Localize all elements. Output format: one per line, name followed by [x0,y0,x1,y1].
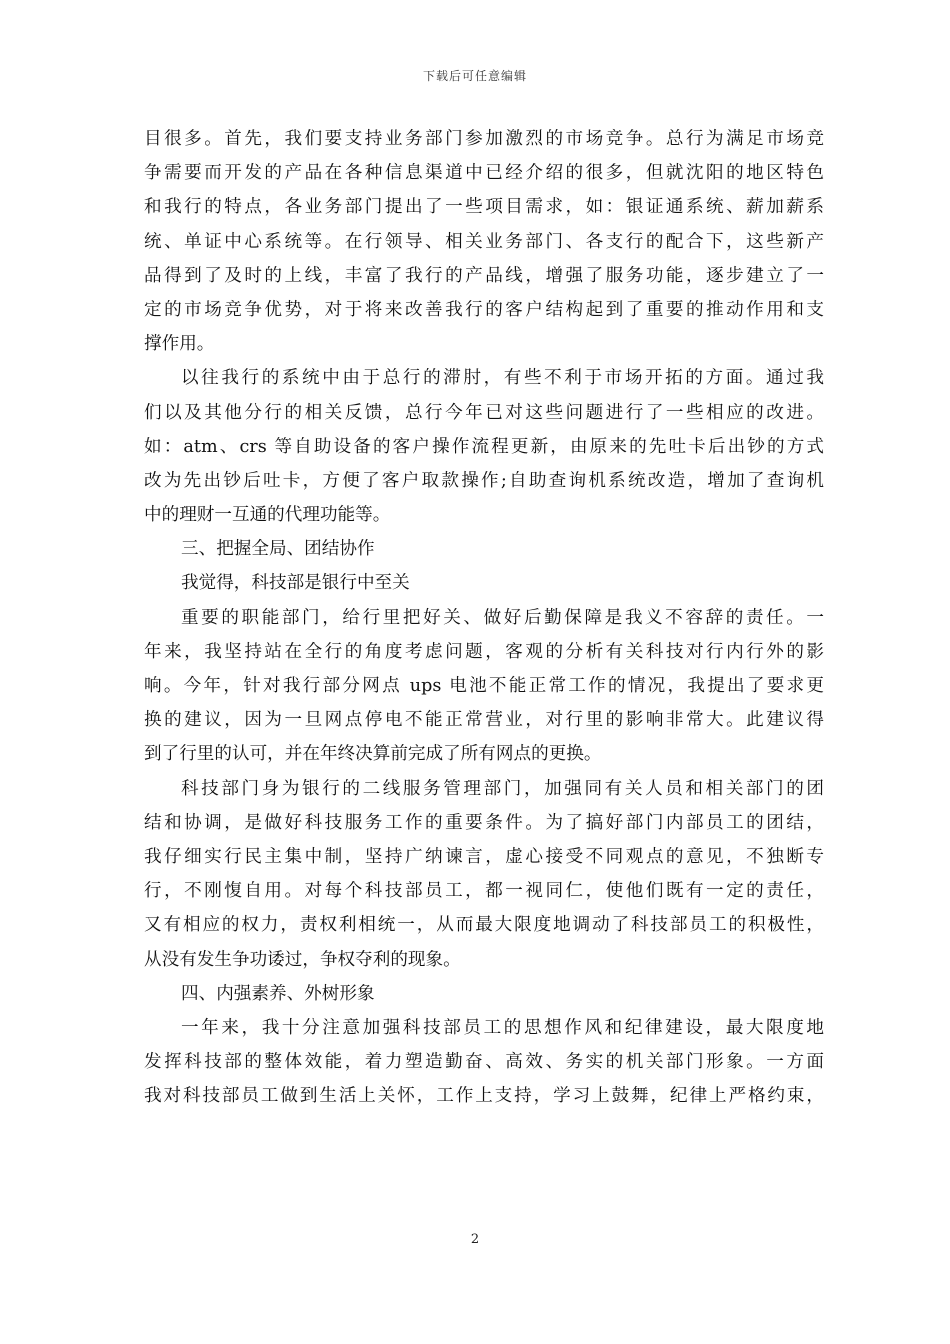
body-line: 行，不刚愎自用。对每个科技部员工，都一视同仁，使他们既有一定的责任， [144,881,824,902]
body-line: 一年来，我十分注意加强科技部员工的思想作风和纪律建设，最大限度地 [181,1017,824,1038]
body-line: 改为先出钞后吐卡，方便了客户取款操作;自助查询机系统改造，增加了查询机 [144,470,824,491]
page-number: 2 [470,1232,480,1247]
body-line: 响。今年，针对我行部分网点 ups 电池不能正常工作的情况，我提出了要求更 [144,676,824,696]
body-line: 们以及其他分行的相关反馈，总行今年已对这些问题进行了一些相应的改进。 [144,402,824,423]
section-heading: 四、内强素养、外树形象 [181,983,375,1004]
body-line: 撑作用。 [144,334,215,355]
document-body [144,122,824,1113]
body-line: 发挥科技部的整体效能，着力塑造勤奋、高效、务实的机关部门形象。一方面 [144,1052,824,1073]
body-line: 科技部门身为银行的二线服务管理部门，加强同有关人员和相关部门的团 [181,778,824,799]
body-line: 争需要而开发的产品在各种信息渠道中已经介绍的很多，但就沈阳的地区特色 [144,163,824,184]
body-line: 又有相应的权力，责权利相统一，从而最大限度地调动了科技部员工的积极性， [144,915,824,936]
page-header: 下载后可任意编辑 [422,69,527,83]
body-line: 重要的职能部门，给行里把好关、做好后勤保障是我义不容辞的责任。一 [181,607,824,628]
body-line: 中的理财一互通的代理功能等。 [144,505,391,526]
body-line: 目很多。首先，我们要支持业务部门参加激烈的市场竞争。总行为满足市场竞 [144,129,824,149]
body-line: 结和协调，是做好科技服务工作的重要条件。为了搞好部门内部员工的团结， [144,812,824,833]
body-line: 我对科技部员工做到生活上关怀，工作上支持，学习上鼓舞，纪律上严格约束， [144,1086,824,1107]
body-line: 如：atm、crs 等自助设备的客户操作流程更新，由原来的先吐卡后出钞的方式 [144,436,824,457]
body-line: 定的市场竞争优势，对于将来改善我行的客户结构起到了重要的推动作用和支 [144,299,824,320]
body-line: 我仔细实行民主集中制，坚持广纳谏言，虚心接受不同观点的意见，不独断专 [144,846,824,867]
body-line: 以往我行的系统中由于总行的滞肘，有些不利于市场开拓的方面。通过我 [181,368,824,389]
body-line: 品得到了及时的上线，丰富了我行的产品线，增强了服务功能，逐步建立了一 [144,265,824,286]
body-line: 我觉得，科技部是银行中至关 [181,573,410,594]
body-line: 和我行的特点，各业务部门提出了一些项目需求，如：银证通系统、薪加薪系 [144,197,824,218]
body-line: 到了行里的认可，并在年终决算前完成了所有网点的更换。 [144,744,602,765]
body-line: 年来，我坚持站在全行的角度考虑问题，客观的分析有关科技对行内行外的影 [144,641,824,662]
body-line: 换的建议，因为一旦网点停电不能正常营业，对行里的影响非常大。此建议得 [144,710,824,731]
body-line: 从没有发生争功诿过，争权夺利的现象。 [144,949,461,970]
body-line: 统、单证中心系统等。在行领导、相关业务部门、各支行的配合下，这些新产 [144,231,824,252]
section-heading: 三、把握全局、团结协作 [181,539,375,560]
